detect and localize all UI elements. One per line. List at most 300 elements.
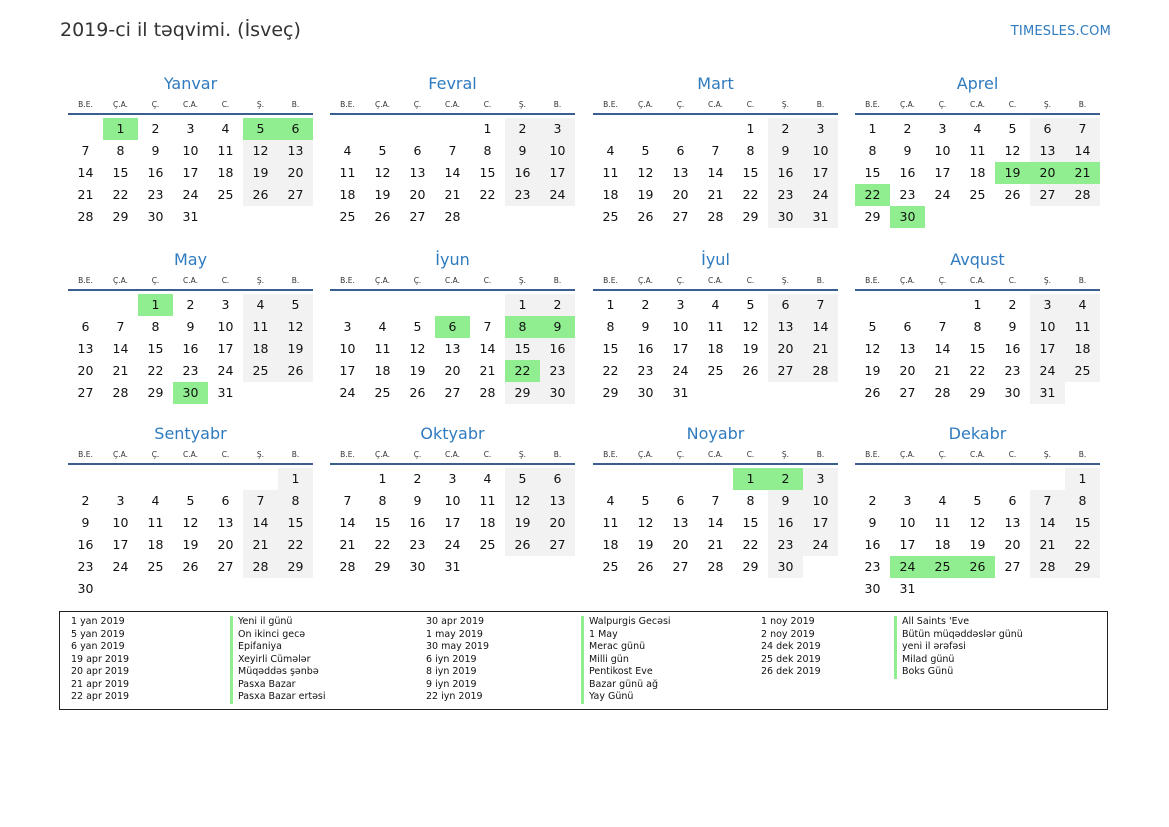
day-cell: 2 — [768, 118, 803, 140]
day-cell: 8 — [483, 143, 492, 158]
day-cell: 13 — [768, 316, 803, 338]
holiday-name: Pasxa Bazar — [230, 679, 326, 692]
day-cell: 24 — [1030, 360, 1065, 382]
day-cell: 6 — [676, 143, 685, 158]
day-cell: 10 — [803, 140, 838, 162]
holiday-date: 22 apr 2019 — [71, 691, 130, 702]
day-cell: 18 — [217, 165, 234, 180]
day-cell: 8 — [278, 490, 313, 512]
day-cell: 28 — [1030, 556, 1065, 578]
holiday-date: 20 apr 2019 — [71, 666, 130, 677]
day-cell: 11 — [339, 165, 356, 180]
day-cell: 1 — [746, 121, 755, 136]
day-cell: 7 — [1065, 118, 1100, 140]
day-cell: 8 — [868, 143, 877, 158]
empty-cell — [925, 294, 960, 316]
day-cell: 18 — [602, 537, 619, 552]
day-cell: 11 — [602, 165, 619, 180]
day-cell: 25 — [1065, 360, 1100, 382]
weekday-label: Ş. — [1043, 450, 1052, 459]
day-grid — [330, 118, 575, 228]
weekday-label: C. — [1008, 450, 1017, 459]
month-name: Dekabr — [948, 424, 1007, 443]
empty-cell — [68, 118, 103, 140]
day-cell: 19 — [637, 187, 654, 202]
day-cell: 5 — [413, 319, 422, 334]
day-cell: 17 — [803, 162, 838, 184]
month-name: Oktyabr — [420, 424, 485, 443]
day-cell: 23 — [77, 559, 94, 574]
day-cell: 10 — [672, 319, 689, 334]
holiday-date: 5 yan 2019 — [71, 628, 125, 640]
empty-cell — [400, 294, 435, 316]
brand-link[interactable]: TIMESLES.COM — [1010, 24, 1111, 39]
month-name: İyul — [701, 250, 730, 269]
legend-names-column — [894, 616, 1023, 679]
weekday-header — [330, 448, 575, 462]
day-cell: 12 — [637, 165, 654, 180]
day-cell: 15 — [505, 338, 540, 360]
day-cell: 3 — [938, 121, 947, 136]
empty-cell — [663, 468, 698, 490]
day-cell: 23 — [505, 184, 540, 206]
day-cell: 2 — [641, 297, 650, 312]
day-cell: 1 — [1065, 468, 1100, 490]
day-cell: 15 — [742, 515, 759, 530]
day-cell: 24 — [339, 385, 356, 400]
weekday-label: B.E. — [603, 100, 618, 109]
day-grid — [330, 468, 575, 578]
weekday-label: Ç. — [676, 450, 685, 459]
holiday-date: 8 iyn 2019 — [426, 666, 477, 677]
day-cell: 14 — [444, 165, 461, 180]
day-cell: 31 — [217, 385, 234, 400]
day-cell: 25 — [479, 537, 496, 552]
weekday-header — [855, 448, 1100, 462]
day-cell: 21 — [444, 187, 461, 202]
weekday-label: C.A. — [707, 276, 723, 285]
holiday-name: Boks Günü — [894, 666, 1023, 679]
weekday-label: Ç. — [413, 100, 422, 109]
day-cell: 3 — [343, 319, 352, 334]
day-cell: 14 — [479, 341, 496, 356]
weekday-label: Ç.A. — [637, 276, 653, 285]
day-cell: 6 — [903, 319, 912, 334]
day-cell: 23 — [768, 184, 803, 206]
day-cell: 26 — [864, 385, 881, 400]
weekday-label: Ş. — [1043, 276, 1052, 285]
empty-cell — [960, 468, 995, 490]
day-cell: 5 — [1008, 121, 1017, 136]
day-cell: 9 — [903, 143, 912, 158]
day-cell: 19 — [278, 338, 313, 360]
holiday-date: 1 may 2019 — [426, 628, 483, 640]
day-cell: 6 — [221, 493, 230, 508]
empty-cell — [890, 468, 925, 490]
day-cell: 5 — [641, 493, 650, 508]
day-cell: 9 — [413, 493, 422, 508]
weekday-label: Ç. — [151, 100, 160, 109]
day-cell: 27 — [672, 209, 689, 224]
day-cell: 4 — [938, 493, 947, 508]
holiday-legend — [59, 611, 1108, 710]
day-cell: 19 — [969, 537, 986, 552]
holiday-day-cell: 1 — [103, 118, 138, 140]
day-cell: 28 — [707, 209, 724, 224]
empty-cell — [330, 468, 365, 490]
day-cell: 27 — [444, 385, 461, 400]
day-cell: 22 — [969, 363, 986, 378]
weekday-label: Ş. — [256, 450, 265, 459]
day-cell: 21 — [1030, 534, 1065, 556]
day-cell: 17 — [444, 515, 461, 530]
weekday-label: Ç. — [676, 100, 685, 109]
day-cell: 28 — [77, 209, 94, 224]
day-cell: 19 — [505, 512, 540, 534]
day-cell: 9 — [768, 140, 803, 162]
day-cell: 26 — [742, 363, 759, 378]
empty-cell — [890, 294, 925, 316]
day-cell: 14 — [707, 165, 724, 180]
holiday-name: yeni il ərəfəsi — [894, 641, 1023, 654]
weekday-label: C. — [1008, 276, 1017, 285]
weekday-label: C. — [1008, 100, 1017, 109]
day-cell: 3 — [540, 118, 575, 140]
day-grid — [68, 294, 313, 404]
month-2 — [330, 74, 575, 228]
holiday-name: Yeni il günü — [230, 616, 326, 629]
weekday-label: B. — [1078, 450, 1087, 459]
day-grid — [855, 468, 1100, 600]
day-cell: 12 — [1004, 143, 1021, 158]
holiday-day-cell: 1 — [138, 294, 173, 316]
day-cell: 1 — [973, 297, 982, 312]
legend-dates-column — [71, 616, 129, 704]
month-9 — [68, 424, 313, 600]
day-cell: 3 — [803, 118, 838, 140]
day-cell: 2 — [505, 118, 540, 140]
month-name: Sentyabr — [154, 424, 227, 443]
page-title: 2019-ci il təqvimi. (İsveç) — [60, 19, 301, 41]
day-cell: 16 — [768, 512, 803, 534]
day-cell: 8 — [151, 319, 160, 334]
day-cell: 12 — [374, 165, 391, 180]
day-cell: 1 — [606, 297, 615, 312]
day-cell: 22 — [742, 187, 759, 202]
holiday-name: On ikinci gecə — [230, 629, 326, 642]
day-cell: 3 — [186, 121, 195, 136]
month-name: May — [173, 250, 208, 269]
day-cell: 11 — [147, 515, 164, 530]
day-cell: 4 — [606, 143, 615, 158]
weekday-label: Ç. — [676, 276, 685, 285]
day-cell: 23 — [864, 559, 881, 574]
day-cell: 11 — [479, 493, 496, 508]
month-6 — [330, 250, 575, 404]
holiday-date: 22 iyn 2019 — [426, 691, 483, 702]
weekday-label: Ç. — [938, 450, 947, 459]
header-divider — [855, 463, 1100, 465]
day-cell: 4 — [711, 297, 720, 312]
day-cell: 24 — [444, 537, 461, 552]
legend-names-column — [230, 616, 326, 704]
day-cell: 28 — [707, 559, 724, 574]
day-cell: 29 — [112, 209, 129, 224]
holiday-name: Bazar günü ağ — [581, 679, 671, 692]
empty-cell — [628, 468, 663, 490]
day-cell: 16 — [540, 338, 575, 360]
empty-cell — [103, 468, 138, 490]
day-cell: 27 — [1004, 559, 1021, 574]
weekday-label: Ç.A. — [899, 100, 915, 109]
day-cell: 10 — [217, 319, 234, 334]
weekday-label: C.A. — [182, 450, 198, 459]
empty-cell — [435, 118, 470, 140]
day-cell: 30 — [1004, 385, 1021, 400]
holiday-name: Müqəddəs şənbə — [230, 666, 326, 679]
holiday-name: Pentikost Eve — [581, 666, 671, 679]
weekday-label: B.E. — [603, 450, 618, 459]
day-cell: 3 — [676, 297, 685, 312]
holiday-date: 26 dek 2019 — [761, 666, 821, 677]
weekday-header — [593, 98, 838, 112]
empty-cell — [400, 118, 435, 140]
day-cell: 18 — [243, 338, 278, 360]
month-4 — [855, 74, 1100, 228]
day-cell: 2 — [151, 121, 160, 136]
header-divider — [593, 113, 838, 115]
day-cell: 10 — [540, 140, 575, 162]
holiday-name: Bütün müqəddəslər günü — [894, 629, 1023, 642]
day-cell: 22 — [479, 187, 496, 202]
day-cell: 26 — [505, 534, 540, 556]
holiday-name: Milad günü — [894, 654, 1023, 667]
day-cell: 12 — [864, 341, 881, 356]
legend-dates-column — [761, 616, 821, 679]
header-divider — [855, 289, 1100, 291]
day-cell: 19 — [243, 162, 278, 184]
header-divider — [593, 463, 838, 465]
day-grid — [68, 118, 313, 228]
day-cell: 31 — [444, 559, 461, 574]
header-divider — [68, 463, 313, 465]
day-cell: 5 — [973, 493, 982, 508]
legend-names-column — [581, 616, 671, 704]
weekday-label: Ş. — [1043, 100, 1052, 109]
day-cell: 23 — [768, 534, 803, 556]
month-name: Yanvar — [163, 74, 218, 93]
day-cell: 10 — [934, 143, 951, 158]
empty-cell — [698, 468, 733, 490]
day-cell: 1 — [868, 121, 877, 136]
weekday-label: B. — [553, 100, 562, 109]
weekday-label: Ç.A. — [374, 276, 390, 285]
day-cell: 10 — [444, 493, 461, 508]
weekday-label: C.A. — [444, 450, 460, 459]
empty-cell — [628, 118, 663, 140]
day-cell: 14 — [1065, 140, 1100, 162]
day-cell: 22 — [602, 363, 619, 378]
empty-cell — [698, 118, 733, 140]
day-cell: 5 — [868, 319, 877, 334]
day-cell: 17 — [803, 512, 838, 534]
weekday-label: Ç. — [413, 276, 422, 285]
empty-cell — [330, 118, 365, 140]
day-grid — [855, 118, 1100, 228]
day-cell: 18 — [339, 187, 356, 202]
month-1 — [68, 74, 313, 228]
day-cell: 6 — [676, 493, 685, 508]
day-cell: 25 — [374, 385, 391, 400]
day-cell: 8 — [116, 143, 125, 158]
day-cell: 9 — [186, 319, 195, 334]
holiday-date: 25 dek 2019 — [761, 653, 821, 665]
weekday-label: B.E. — [78, 100, 93, 109]
day-cell: 29 — [278, 556, 313, 578]
holiday-day-cell: 9 — [540, 316, 575, 338]
weekday-label: C. — [483, 450, 492, 459]
holiday-name: Xeyirli Cümələr — [230, 654, 326, 667]
holiday-day-cell: 6 — [435, 316, 470, 338]
holiday-day-cell: 5 — [243, 118, 278, 140]
day-cell: 24 — [934, 187, 951, 202]
day-cell: 18 — [479, 515, 496, 530]
day-cell: 16 — [182, 341, 199, 356]
day-cell: 9 — [505, 140, 540, 162]
day-cell: 10 — [899, 515, 916, 530]
day-cell: 10 — [1030, 316, 1065, 338]
weekday-label: Ç.A. — [637, 450, 653, 459]
empty-cell — [470, 294, 505, 316]
day-cell: 7 — [711, 493, 720, 508]
day-cell: 10 — [803, 490, 838, 512]
weekday-label: Ç.A. — [112, 100, 128, 109]
weekday-label: C. — [221, 450, 230, 459]
weekday-label: C. — [746, 450, 755, 459]
day-cell: 13 — [672, 165, 689, 180]
day-cell: 26 — [1004, 187, 1021, 202]
day-cell: 15 — [742, 165, 759, 180]
header-divider — [330, 463, 575, 465]
weekday-label: B. — [816, 450, 825, 459]
empty-cell — [173, 468, 208, 490]
weekday-label: B.E. — [603, 276, 618, 285]
weekday-header — [593, 448, 838, 462]
day-cell: 30 — [864, 581, 881, 596]
day-cell: 23 — [637, 363, 654, 378]
day-cell: 6 — [540, 468, 575, 490]
day-cell: 8 — [1065, 490, 1100, 512]
day-cell: 5 — [505, 468, 540, 490]
day-cell: 4 — [1065, 294, 1100, 316]
header-divider — [855, 113, 1100, 115]
day-cell: 16 — [637, 341, 654, 356]
weekday-header — [593, 274, 838, 288]
day-cell: 2 — [903, 121, 912, 136]
day-cell: 2 — [540, 294, 575, 316]
day-cell: 21 — [112, 363, 129, 378]
day-cell: 26 — [637, 559, 654, 574]
day-cell: 16 — [409, 515, 426, 530]
weekday-header — [330, 274, 575, 288]
empty-cell — [208, 468, 243, 490]
month-11 — [593, 424, 838, 578]
day-cell: 13 — [409, 165, 426, 180]
day-cell: 7 — [448, 143, 457, 158]
day-cell: 4 — [243, 294, 278, 316]
day-cell: 15 — [479, 165, 496, 180]
weekday-label: C.A. — [707, 450, 723, 459]
day-cell: 19 — [864, 363, 881, 378]
day-cell: 20 — [409, 187, 426, 202]
day-cell: 5 — [641, 143, 650, 158]
weekday-label: B.E. — [865, 450, 880, 459]
day-grid — [593, 468, 838, 578]
day-cell: 12 — [505, 490, 540, 512]
holiday-date: 9 iyn 2019 — [426, 678, 477, 690]
day-cell: 15 — [278, 512, 313, 534]
day-cell: 21 — [803, 338, 838, 360]
weekday-label: C.A. — [969, 276, 985, 285]
day-cell: 7 — [116, 319, 125, 334]
day-cell: 14 — [112, 341, 129, 356]
weekday-label: B.E. — [865, 100, 880, 109]
weekday-label: C. — [746, 100, 755, 109]
month-12 — [855, 424, 1100, 600]
day-cell: 1 — [483, 121, 492, 136]
weekday-header — [330, 98, 575, 112]
header-divider — [593, 289, 838, 291]
day-cell: 11 — [1065, 316, 1100, 338]
day-cell: 22 — [147, 363, 164, 378]
day-cell: 4 — [151, 493, 160, 508]
day-cell: 18 — [934, 537, 951, 552]
weekday-label: B.E. — [340, 450, 355, 459]
holiday-name: Yay Günü — [581, 691, 671, 704]
day-cell: 2 — [1008, 297, 1017, 312]
day-cell: 7 — [938, 319, 947, 334]
day-cell: 21 — [707, 187, 724, 202]
day-cell: 1 — [278, 468, 313, 490]
holiday-day-cell: 30 — [173, 382, 208, 404]
day-cell: 16 — [77, 537, 94, 552]
day-cell: 27 — [278, 184, 313, 206]
day-cell: 12 — [243, 140, 278, 162]
weekday-label: B.E. — [340, 100, 355, 109]
holiday-day-cell: 2 — [768, 468, 803, 490]
weekday-header — [855, 98, 1100, 112]
day-cell: 15 — [1065, 512, 1100, 534]
day-cell: 24 — [803, 184, 838, 206]
header-divider — [330, 113, 575, 115]
weekday-label: Ç.A. — [112, 450, 128, 459]
weekday-label: C. — [483, 276, 492, 285]
weekday-label: Ş. — [781, 450, 790, 459]
day-cell: 23 — [540, 360, 575, 382]
day-cell: 30 — [147, 209, 164, 224]
weekday-header — [68, 448, 313, 462]
day-cell: 2 — [81, 493, 90, 508]
empty-cell — [103, 294, 138, 316]
day-cell: 14 — [934, 341, 951, 356]
weekday-label: Ş. — [518, 276, 527, 285]
day-cell: 13 — [672, 515, 689, 530]
day-cell: 8 — [378, 493, 387, 508]
month-name: Noyabr — [686, 424, 745, 443]
empty-cell — [925, 468, 960, 490]
empty-cell — [243, 468, 278, 490]
day-cell: 25 — [147, 559, 164, 574]
